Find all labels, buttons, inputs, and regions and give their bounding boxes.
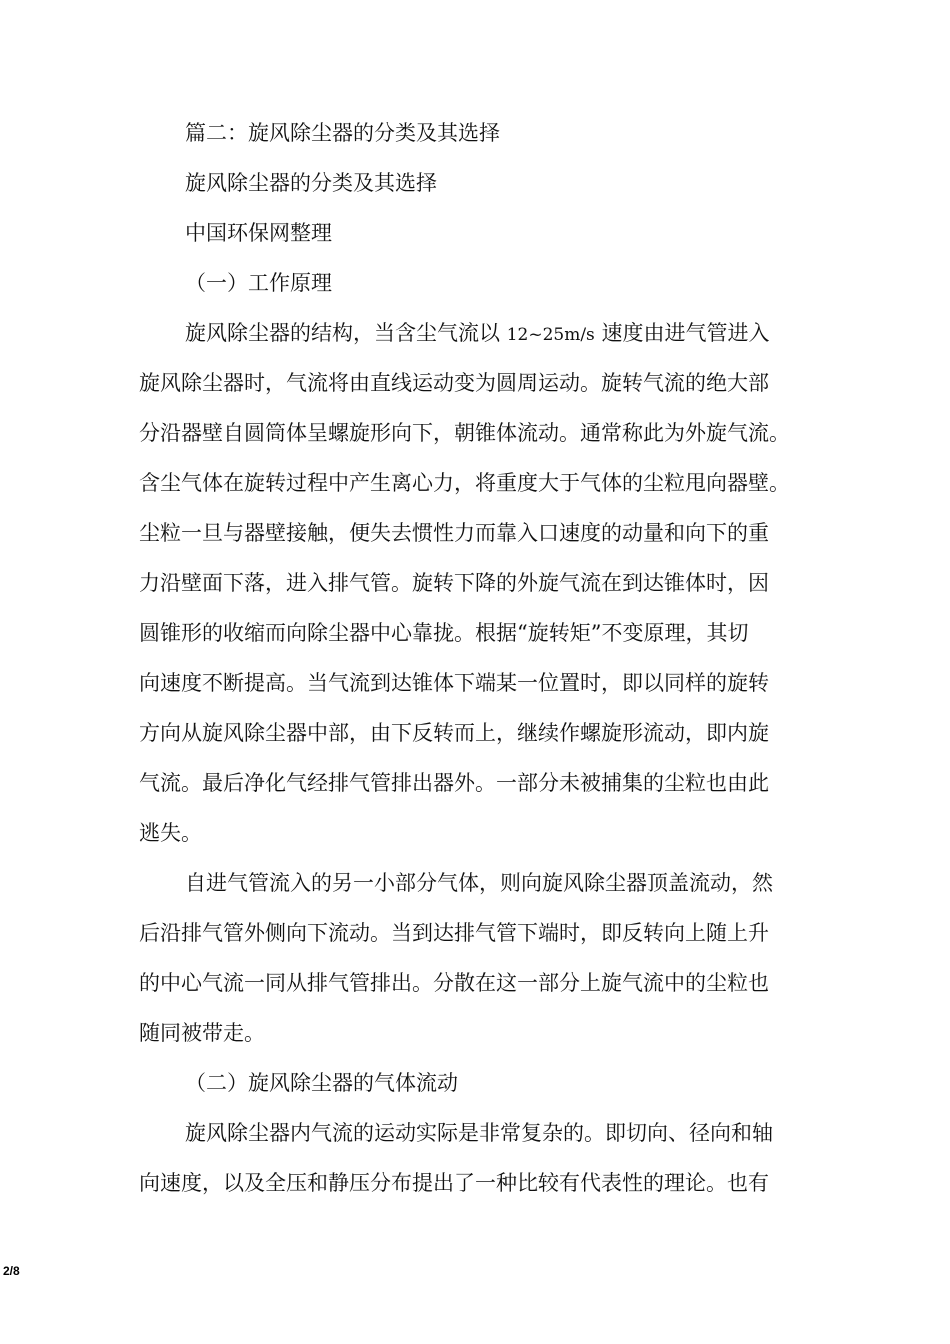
paragraph-line: 尘粒一旦与器壁接触，便失去惯性力而靠入口速度的动量和向下的重 <box>139 521 769 545</box>
paragraph-line: 圆锥形的收缩而向除尘器中心靠拢。根据“旋转矩”不变原理，其切 <box>139 621 749 645</box>
paragraph-line: 向速度不断提高。当气流到达锥体下端某一位置时，即以同样的旋转 <box>139 671 769 695</box>
subheading-working-principle: （一）工作原理 <box>185 271 332 295</box>
speed-value: 12~25m/s <box>506 325 595 345</box>
paragraph-line: 向速度，以及全压和静压分布提出了一种比较有代表性的理论。也有 <box>139 1171 769 1195</box>
text-span: 旋风除尘器的结构，当含尘气流以 <box>185 321 500 345</box>
article-source: 中国环保网整理 <box>185 221 332 245</box>
paragraph-line: 气流。最后净化气经排气管排出器外。一部分未被捕集的尘粒也由此 <box>139 771 769 795</box>
text-span: 速度由进气管进入 <box>601 321 770 345</box>
paragraph-line: 自进气管流入的另一小部分气体，则向旋风除尘器顶盖流动，然 <box>185 871 773 895</box>
paragraph-line: 力沿壁面下落，进入排气管。旋转下降的外旋气流在到达锥体时，因 <box>139 571 769 595</box>
paragraph-line: 随同被带走。 <box>139 1021 265 1045</box>
paragraph-line: 旋风除尘器内气流的运动实际是非常复杂的。即切向、径向和轴 <box>185 1121 773 1145</box>
paragraph-line: 逃失。 <box>139 821 202 845</box>
paragraph-line <box>185 318 769 350</box>
paragraph-line: 含尘气体在旋转过程中产生离心力，将重度大于气体的尘粒甩向器壁。 <box>139 471 790 495</box>
paragraph-line: 的中心气流一同从排气管排出。分散在这一部分上旋气流中的尘粒也 <box>139 971 769 995</box>
paragraph-line: 方向从旋风除尘器中部，由下反转而上，继续作螺旋形流动，即内旋 <box>139 721 769 745</box>
paragraph-line: 旋风除尘器时，气流将由直线运动变为圆周运动。旋转气流的绝大部 <box>139 371 769 395</box>
article-title: 旋风除尘器的分类及其选择 <box>185 171 437 195</box>
subheading-gas-flow: （二）旋风除尘器的气体流动 <box>185 1071 458 1095</box>
section-heading: 篇二：旋风除尘器的分类及其选择 <box>185 121 500 145</box>
paragraph-line: 分沿器壁自圆筒体呈螺旋形向下，朝锥体流动。通常称此为外旋气流。 <box>139 421 790 445</box>
page-number: 2/8 <box>3 1264 20 1278</box>
paragraph-line: 后沿排气管外侧向下流动。当到达排气管下端时，即反转向上随上升 <box>139 921 769 945</box>
